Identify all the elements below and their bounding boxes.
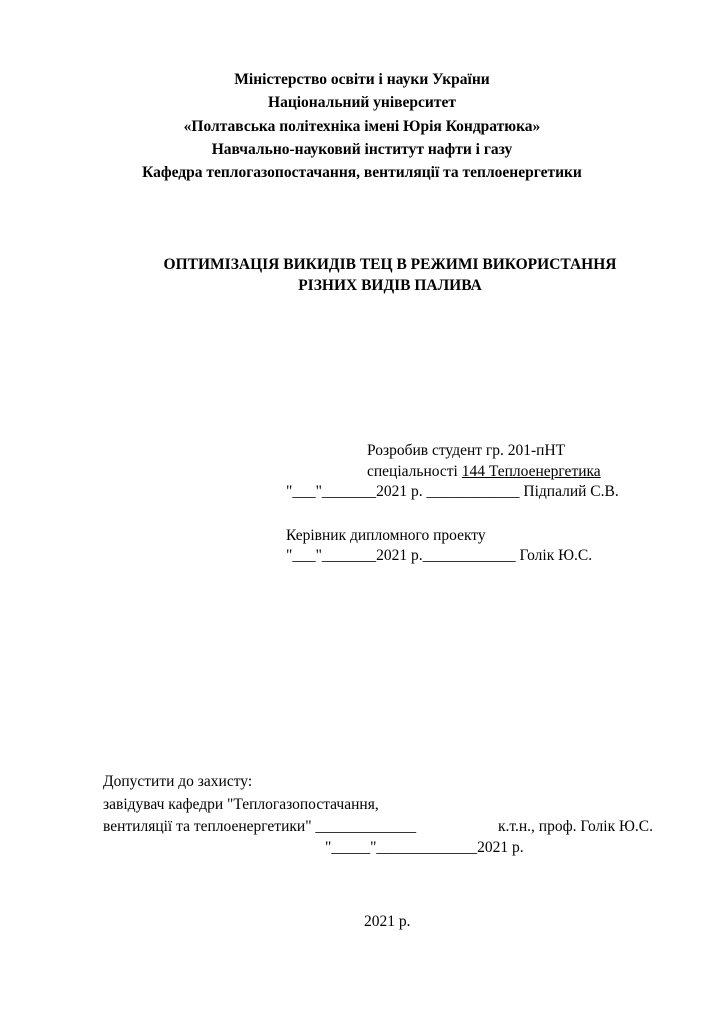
footer-year: 2021 р. xyxy=(364,913,411,930)
student-specialty-line xyxy=(367,462,601,482)
university-name-line: «Полтавська політехніка імені Юрія Кондратюка» xyxy=(183,118,541,135)
specialty-value: 144 Теплоенергетика xyxy=(461,463,601,480)
admission-label: Допустити до захисту: xyxy=(103,773,253,790)
thesis-title-line-1: ОПТИМІЗАЦІЯ ВИКИДІВ ТЕЦ В РЕЖИМІ ВИКОРИСТАННЯ xyxy=(163,256,617,273)
supervisor-label: Керівник дипломного проекту xyxy=(286,527,486,544)
student-signature-line: "___"_______2021 р. ____________ Підпалий С.В. xyxy=(286,483,619,500)
ministry-line: Міністерство освіти і науки України xyxy=(234,71,490,88)
head-of-department-line: завідувач кафедри "Теплогазопостачання, xyxy=(103,796,379,813)
admission-date-line: "_____"_____________2021 р. xyxy=(325,839,524,856)
department-signature-line: вентиляції та теплоенергетики" _____________ xyxy=(103,818,417,835)
university-line: Національний університет xyxy=(268,94,456,111)
department-line: Кафедра теплогазопостачання, вентиляції та теплоенергетики xyxy=(142,164,582,181)
thesis-title-line-2: РІЗНИХ ВИДІВ ПАЛИВА xyxy=(298,277,482,294)
supervisor-signature-line: "___"_______2021 р.____________ Голік Ю.С. xyxy=(286,547,593,564)
student-group-line: Розробив студент гр. 201-пНТ xyxy=(367,442,566,459)
department-head-name: к.т.н., проф. Голік Ю.С. xyxy=(498,818,654,835)
specialty-prefix: спеціальності xyxy=(367,463,462,480)
institute-line: Навчально-науковий інститут нафти і газу xyxy=(211,141,513,158)
